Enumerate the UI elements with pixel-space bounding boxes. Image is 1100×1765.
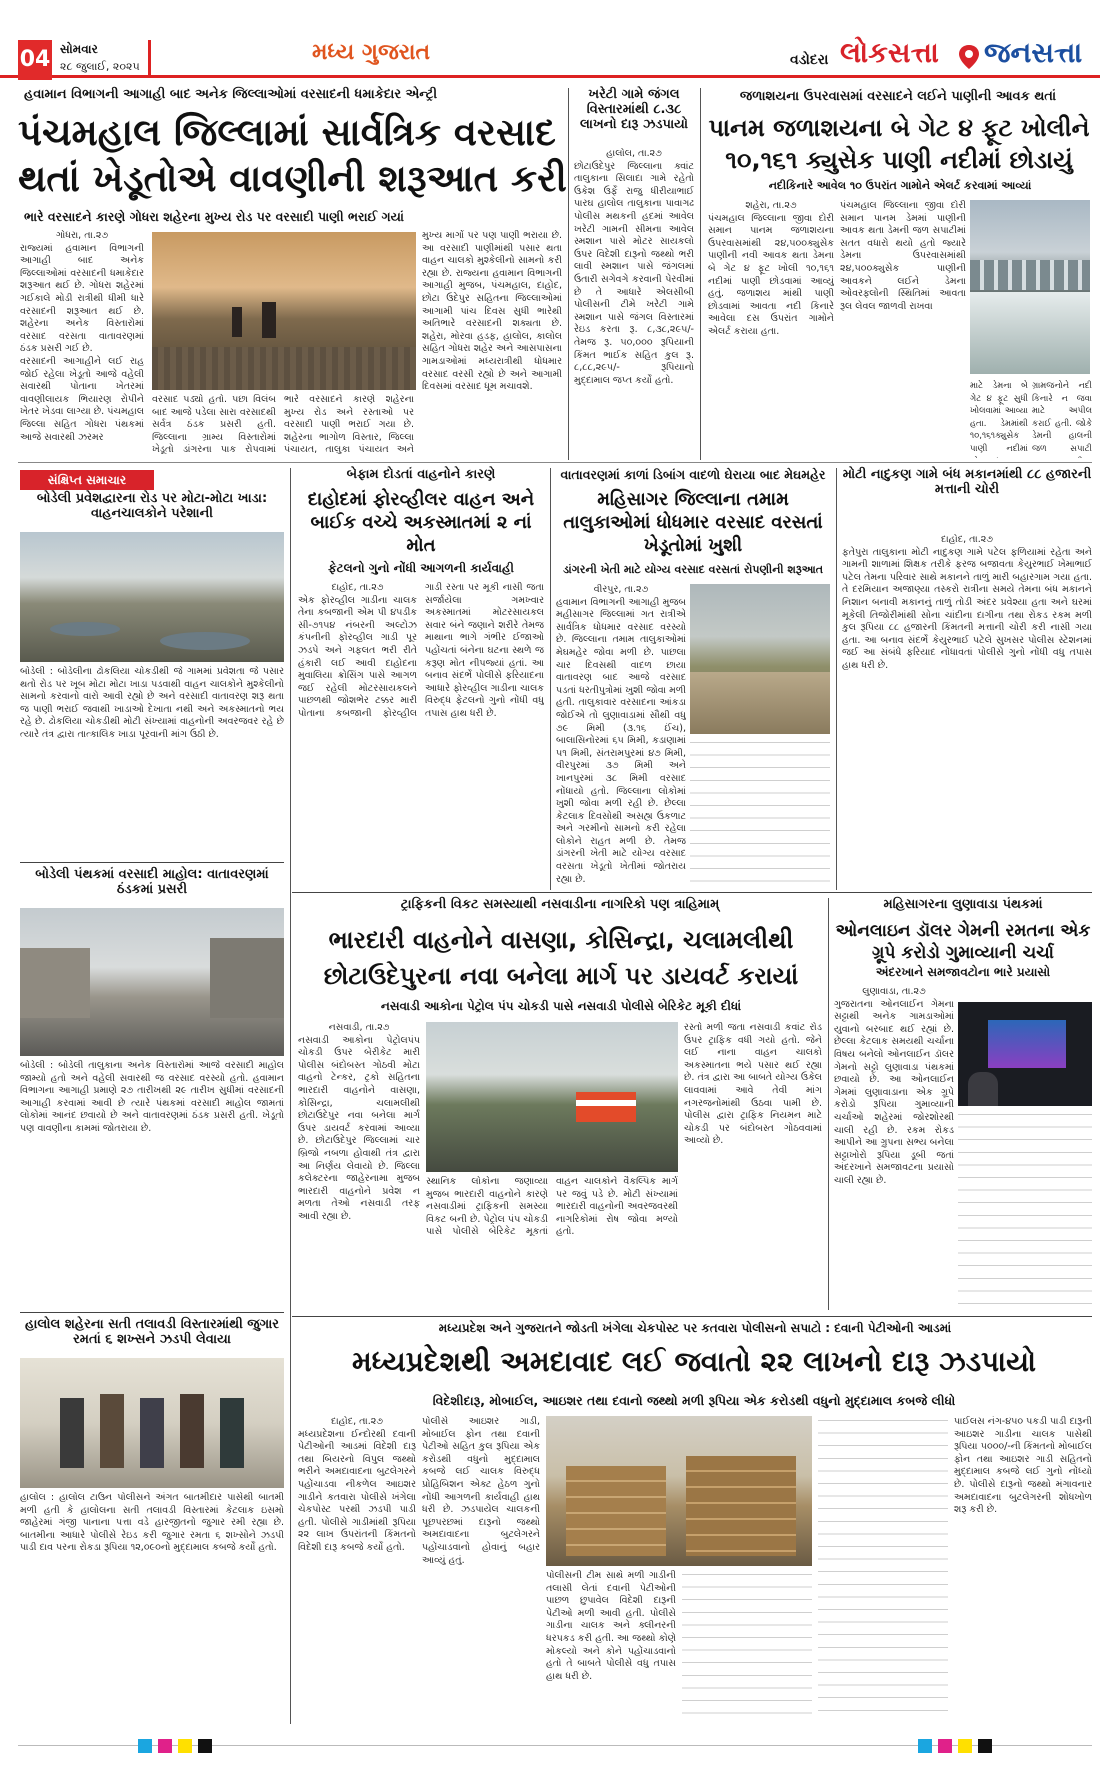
page-number: 04: [18, 40, 52, 80]
story7-col1: [298, 1022, 420, 1310]
brief1-text: બોડેલી : બોડેલીના ઢોકલિયા ચોકડીથી જે ગામમાં પ્રવેશતા જે પસાર થતો રોડ પર ખૂબ મોટા મોટા ખાડા પડવાથી વાહન ચાલકોને મુશ્કેલીનો સામનો કરવાનો વારો આવી રહ્યો છે અને વરસાદી વાતાવરણ શરૂ થતા જ પાણી ભરાઈ જવાથી ખાડાઓ દેખાતા નથી અને અકસ્માતનો ભય રહે છે. ઢોકલિયા ચોકડીથી મોટી સંખ્યામાં વાહનોની અવરજવર રહે છે ત્યારે તંત્ર દ્વારા તાત્કાલિક ખાડા પૂરવાની માંગ ઉઠી છે.: [20, 666, 284, 740]
story1-lead: રાજ્યમાં હવામાન વિભાગની આગાહી બાદ અનેક જિલ્લાઓમાં વરસાદની ધમાકેદાર શરૂઆત થઈ છે. ગોધરા શહેરમાં ગઈકાલે મોડી રાત્રીથી ધીમી ધારે વરસાદની શરૂઆત થઈ છે. શહેરના અનેક વિસ્તારોમાં વરસાદ વરસતા વાતાવરણમાં ઠંડક પ્રસરી ગઈ છે.: [20, 242, 144, 355]
color-swatch-2: [158, 1739, 172, 1753]
color-swatch-1: [138, 1739, 152, 1753]
story7-subhead: નસવાડી આકોના પેટ્રોલ પંપ ચોકડી પાસે નસવાડી પોલીસે બેરિકેટ મૂકી દીધાં: [380, 999, 742, 1013]
story1-farm-photo: [152, 232, 416, 390]
section-title: મધ્ય ગુજરાત: [312, 40, 431, 65]
story7-kicker: ટ્રાફિકની વિકટ સમસ્યાથી નસવાડીના નાગરિકો પણ ત્રાહિમામ્: [400, 897, 720, 912]
story1-kicker: હવામાન વિભાગની આગાહી બાદ અનેક જિલ્લાઓમાં વરસાદની ધમાકેદાર એન્ટ્રી: [24, 87, 438, 102]
story7-dateline: નસવાડી, તા.૨૭: [328, 1022, 390, 1033]
story8-body-cont: [958, 1110, 1092, 1310]
story8-text: ગુજરાતના ઓનલાઈન ગેમના સટ્ટાથી અનેક ગામડાઓમાં યુવાનો બરબાદ થઈ રહ્યાં છે. છેલ્લા કેટલાક સમયથી ચર્ચાના વિષય બનેલો ઓનલાઈન ડૉલર ગેમનો સટ્ટો લુણાવાડા પંથકમાં છવાયો છે. આ ઓનલાઈન ગેમમાં લુણાવાડાના એક ગ્રૂપે કરોડો રૂપિયા ગુમાવ્યાની ચર્ચાઓ શહેરમાં જોરશોરથી ચાલી રહી છે. રકમ રોકડ આપીને આ ગ્રુપના સભ્ય બનેલા સટ્ટાખોરો રૂપિયા ડૂબી જતાં અંદરખાને સમજાવટના પ્રયાસો ચાલી રહ્યા છે.: [834, 998, 954, 1186]
brand-logo-right: જનસત્તા: [984, 36, 1083, 69]
brief2-headline: બોડેલી પંથકમાં વરસાદી માહોલ: વાતાવરણમાં ઠંડકમાં પ્રસરી: [35, 867, 269, 897]
footer-bar: [18, 1738, 1092, 1754]
story1-headline-line2: થતાં ખેડૂતોએ વાવણીની શરૂઆત કરી: [18, 157, 567, 200]
story9-text1: મધ્યપ્રદેશના ઈન્દોરથી દવાની પેટીઓની આડમાં વિદેશી દારૂ તથા બિયરનો વિપુલ જથ્થો ભરીને અમદાવાદના બુટલેગરને પહોંચાડવા નીકળેલ આઇશર ગાડીને કતવારા પોલીસે ખંગેલા ચેકપોસ્ટ પરથી ઝડપી પાડી હતી. પોલીસે ગાડીમાંથી રૂપિયા ૨૨ લાખ ઉપરાંતની કિંમતનો વિદેશી દારૂ કબજે કર્યો હતો.: [298, 1428, 416, 1553]
story3-headline: [704, 112, 1094, 176]
masthead: [0, 0, 1100, 78]
story1-col4: મુખ્ય માર્ગો પર પણ પાણી ભરાયા છે. આ વરસાદી પાણીમાંથી પસાર થતા વાહન ચાલકો મુશ્કેલીનો સામનો કરી રહ્યા છે. રાજ્યના હવામાન વિભાગની આગાહી મુજબ, પંચમહાલ, દાહોદ, છોટા ઉદેપુર સહિતના જિલ્લાઓમાં આગામી પાંચ દિવસ સુધી ભારેથી અતિભારે વરસાદની શક્યતા છે. શહેરા, મોરવા હડફ, હાલોલ, કાલોલ સહિત ગોધરા શહેર અને આસપાસના ગામડાઓમાં મધ્યરાત્રીથી ધોધમાર વરસાદ વરસી રહ્યો છે અને આગામી દિવસમાં વરસાદ ધૂમ મચાવશે.: [422, 230, 562, 393]
story3-col4: ગ્રામજનોને નદી કિનારે ન જવા માટે અપીલ કરાઈ હતી. જોકે ડેમની હાલની જળ સપાટી: [1032, 381, 1092, 454]
story9-col5: પાઈલસ નંગ-૪૫૦ પકડી પાડી દારૂની આઇશર ગાડીના ચાલક પાસેથી રૂપિયા ૫૦૦૦/-ની કિંમતનો મોબાઈલ ફોન તથા આઇશર ગાડી સહિતનો મુદ્દામાલ કબજે લઈ ગુનો નોંધ્યો છે. પોલીસે દારૂનો જથ્થો મંગાવનાર અમદાવાદના બુટલેગરની શોધખોળ શરૂ કરી છે.: [954, 1416, 1092, 1516]
rainy-street-photo: [20, 908, 284, 1056]
brief3-text: હાલોલ : હાલોલ ટાઉન પોલીસને અંગત બાતમીદાર પાસેથી બાતમી મળી હતી કે હાલોલના સતી તલાવડી વિસ્તારમાં કેટલાક ઇસમો જાહેરમાં ગંજી પાનાના પત્તા વડે હારજીતનો જુગાર રમી રહ્યા છે. બાતમીના આધારે પોલીસે રેઇડ કરી જુગાર રમતા ૬ શખ્સોને ઝડપી પાડી દાવ પરના રોકડા રૂપિયા ૧૨,૦૯૦નો મુદ્દામાલ કબજે કર્યો હતો.: [20, 1492, 284, 1554]
story1-col3: ભારે વરસાદને કારણે શહેરના મુખ્ય રોડ અને રસ્તાઓ પર વરસાદી પાણી ભરાઈ ગયા છે. શહેરના ભાગોળ વિસ્તાર, જિલ્લા પંચાયત, તાલુકા પંચાયત અને: [284, 394, 414, 456]
story2-dateline: હાલોલ, તા.૨૭: [606, 148, 662, 159]
masthead-day: સોમવાર: [60, 42, 98, 56]
color-swatch-4: [198, 1739, 212, 1753]
story5-text: હવામાન વિભાગની આગાહી મુજબ મહીસાગર જિલ્લામાં ગત રાત્રીએ સાર્વત્રિક ધોધમાર વરસાદ વરસ્યો છે. જિલ્લાના તમામ તાલુકાઓમાં મેઘમહેર જોવા મળી છે. પાછલા ચાર દિવસથી વાદળ છાયા વાતાવરણ બાદ આજે વરસાદ પડતાં ધરતીપુત્રોમાં ખુશી જોવા મળી હતી. તાલુકાવાર વરસાદના આંકડા જોઈએ તો લુણાવાડામાં સૌથી વધુ ૭૯ મિમી (૩.૧૬ ઈંચ), બાલાસિનોરમાં ૬૫ મિમી, કડાણામાં ૫૧ મિમી, સંતરામપુરમાં ૪૭ મિમી, વીરપુરમાં ૩૭ મિમી અને ખાનપુરમાં ૩૮ મિમી વરસાદ નોંધાયો હતો. જિલ્લાના લોકોમાં ખુશી જોવા મળી રહી છે. છેલ્લા કેટલાક દિવસોથી અસહ્ય ઉકળાટ અને ગરમીનો સામનો કરી રહેલા લોકોને રાહત મળી છે. તેમજ ડાંગરની ખેતી માટે યોગ્ય વરસાદ વરસતા ખેડૂતો ખેતીમાં જોતરાય રહ્યા છે.: [556, 596, 686, 885]
story2-body: [574, 148, 694, 456]
story2-text: છોટાઉદેપુર જિલ્લાના ક્વાંટ તાલુકાના સિલાદા ગામે રહેતો ઉકેશ ઉર્ફે રાજુ ધીરીયાભાઈ પારઘ હાલોલ તાલુકાના પાવાગઢ પોલીસ મથકની હદમાં આવેલ ખરેટી ગામની સીમના આવેલ સ્મશાન પાસે મોટર સાયકલો ઉપર વિદેશી દારૂનો જથ્થો ભરી લાવી સ્મશાન પાસે જંગલમાં ઉતારી સગેવગે કરવાની પેરવીમાં છે તે આધારે એલસીબી પોલીસની ટીમે ખરેટી ગામે સ્મશાન પાસે જંગલ વિસ્તારમાં રેઇડ કરતા રૂ. ૮,૩૮,૨૯૫/- તેમજ રૂ. ૫૦,૦૦૦ રૂપિયાની કિંમત ભાઈક સહિત કુલ રૂ. ૮,૮૮,૨૯૫/- રૂપિયાનો મુદ્દામાલ જપ્ત કર્યો હતો.: [574, 160, 694, 386]
seized-liquor-photo: [546, 1416, 812, 1566]
story6-headline: મોટી નાદુકણ ગામે બંધ મકાનમાંથી ૮૮ હજારની મત્તાની ચોરી: [842, 467, 1092, 497]
story3-text1: પંચમહાલ જિલ્લાના જીવા દોરી સમાન પાનમ જળાશયના ઉપરવાસમાંથી ૨૪,૫૦૦ક્યુસેક પાણીની નવી આવક થતા ડેમના બે ગેટ ૪ ફૂટ ખોલી ૧૦,૧૬૧ નદીમાં પાણી છોડવામાં આવ્યું હતું. જળાશય માંથી પાણી છોડવામાં આવતા નદી કિનારે આવેલા દસ ઉપરાંત ગામોને એલર્ટ કરાયા હતા.: [708, 212, 834, 337]
story5-body-cont: [690, 738, 830, 888]
story4-headline: દાહોદમાં ફોરવ્હીલર વાહન અને બાઈક વચ્ચે અકસ્માતમાં ૨ નાં મોત: [307, 489, 535, 556]
story3-col3: માટે ડેમના બે ગેટ ૪ ફૂટ સુધી ખોલવામાં આવ્યા હતા. ડેમમાંથી ૧૦,૧૬૧ક્યુસેક પાણી નદીમાં: [970, 381, 1028, 454]
story4-text: એક ફોરવ્હીલ ગાડીના ચાલક તેના કબજાની એમ પી ૪૫ડીક સી-૭૧૫૪ નંબરની અલ્ટોઝ કંપનીની ફોરવ્હીલ ગાડી પૂર ઝડપે અને ગફલત ભરી રીતે હંકારી લઈ આવી દાહોદના મુવાલિયા ક્રોસિંગ પાસે આગળ જઈ રહેલી મોટરસાયકલને પાછળથી જોશભેર ટક્કર મારી પોતાના કબજાની ફોરવ્હીલ ગાડી રસ્તા પર મૂકી નાસી જતા સર્જાયેલા ગમખ્વાર અકસ્માતમાં મોટરસાયકલ સવાર બંને જણાને શરીરે તેમજ માથાના ભાગે ગંભીર ઈજાઓ પહોંચતાં બંનેના ઘટના સ્થળે જ કરૂણ મોત નીપજ્યાં હતાં. આ બનાવ સંદર્ભે પોલીસે ફરિયાદના આધારે ફોરવ્હીલ ગાડીના ચાલક વિરુદ્ધ ફેટલનો ગુનો નોંધી વધુ તપાસ હાથ ધરી છે.: [298, 582, 544, 719]
story1-headline-line1: પંચમહાલ જિલ્લામાં સાર્વત્રિક વરસાદ: [18, 111, 556, 154]
story7-headline-line1: ભારદારી વાહનોને વાસણા, કોસિન્દ્રા, ચલામલીથી: [328, 926, 794, 954]
story9-col3: પોલીસની ટીમ સાથે મળી ગાડીની તલાસી લેતાં દવાની પેટીઓની પાછળ છુપાવેલ વિદેશી દારૂની પેટીઓ મળી આવી હતી. પોલીસે ગાડીના ચાલક અને ક્લીનરની ધરપકડ કરી હતી. આ જથ્થો કોણે મોકલ્યો અને કોને પહોંચાડવાનો હતો તે બાબતે પોલીસે વધુ તપાસ હાથ ધરી છે.: [546, 1570, 676, 1682]
story1-dateline: ગોધરા, તા.૨૭: [55, 230, 109, 241]
masthead-date: ૨૮ જુલાઈ, ૨૦૨૫: [60, 60, 140, 73]
story1-col2: વરસાદ પડ્યો હતો. પછા વિલંબ બાદ આજે પડેલા સારા વરસાદથી સર્વત્ર ઠંડક પ્રસરી હતી. જિલ્લાના ગ્રામ્ય વિસ્તારોમાં ખેડૂતો ડાંગરના પાક રોપવામાં: [152, 394, 276, 456]
story3-col2: પંચમહાલ જિલ્લાના જીવા દોરી સમાન પાનમ ડેમમાં પાણીની આવક થતા ડેમની જળ સપાટીમાં સતત વધારો થયો હતો જ્યારે ડેમના ઉપરવાસમાંથી ૨૪,૫૦૦ક્યુસેક પાણીની આવકને લઈને ડેમના ઓવરફ્લોની સ્થિતિમાં આવતા રૂલ લેવલ જાળવી રાખવા: [840, 200, 966, 312]
brand-logo-left: લોકસત્તા: [840, 36, 939, 69]
story1-headline: [18, 110, 566, 202]
story9-kicker: મધ્યપ્રદેશ અને ગુજરાતને જોડતી ખંગેલા ચેકપોસ્ટ પર કતવારા પોલીસનો સપાટો : દવાની પેટીઓની આડમાં: [438, 1321, 952, 1335]
color-swatch-8: [978, 1739, 992, 1753]
edition-city: વડોદરા: [790, 52, 829, 68]
brief3-headline: હાલોલ શહેરના સતી તલાવડી વિસ્તારમાંથી જુગાર રમતાં ૬ શખ્સને ઝડપી લેવાયા: [24, 1317, 280, 1347]
story3-col1: [708, 200, 834, 458]
story6-text: ફતેપુરા તાલુકાના મોટી નાદુકણ ગામે પટેલ ફળિયામાં રહેતા અને ગામની શાળામાં શિક્ષક તરીકે ફરજ બજાવતા કેયુરભાઈ ખેમાભાઈ પટેલ તેમના પરિવાર સાથે મકાનને તાળું મારી બહારગામ ગયા હતા. તે દરમિયાન અજાણ્યા તસ્કરો રાત્રીના સમયે તેમના બંધ મકાનને નિશાન બનાવી મકાનનું તાળું તોડી અંદર પ્રવેશ્યા હતા અને ઘરમાં મૂકેલી તિજોરીમાંથી સોના ચાંદીના દાગીના તથા રોકડ રકમ મળી કુલ રૂપિયા ૮૮ હજારની કિંમતની મત્તાની ચોરી કરી નાસી ગયા હતા. આ બનાવ સંદર્ભે કેયુરભાઈ પટેલે સુખસર પોલીસ સ્ટેશનમાં જઈ આ સંબંધે ફરિયાદ નોંધાવતાં પોલીસે ગુનો નોંધી વધુ તપાસ હાથ ધરી છે.: [842, 546, 1092, 671]
story8-body: [834, 986, 954, 1310]
story3-headline-line1: પાનમ જળાશયના બે ગેટ ૪ ફૂટ ખોલીને: [708, 114, 1090, 142]
story4-subhead: ફેટલનો ગુનો નોંધી આગળની કાર્યવાહી: [328, 561, 514, 575]
story3-kicker: જળાશયના ઉપરવાસમાં વરસાદને લઈને પાણીની આવક થતાં: [739, 89, 1057, 104]
color-swatch-6: [938, 1739, 952, 1753]
story1-col1: [20, 230, 144, 456]
story3-subhead: નદીકિનારે આવેલ ૧૦ ઉપરાંત ગામોને એલર્ટ કરવામાં આવ્યાં: [768, 179, 1032, 192]
story7-headline-line2: છોટાઉદેપુરના નવા બનેલા માર્ગ પર ડાયવર્ટ કરાયાં: [323, 962, 799, 990]
story5-kicker: વાતાવરણમાં કાળાં ડિબાંગ વાદળો ઘેરાયા બાદ મેઘમહેર: [560, 467, 826, 482]
story9-col1: [298, 1416, 416, 1722]
story1-subhead: ભારે વરસાદને કારણે ગોધરા શહેરના મુખ્ય રોડ પર વરસાદી પાણી ભરાઈ ગયાં: [24, 209, 404, 224]
story8-kicker: મહિસાગરના લુણાવાડા પંથકમાં: [883, 897, 1043, 912]
story7-col2: સ્થાનિક લોકોના જણાવ્યા મુજબ ભારદારી વાહનોને કારણે નસવાડીમાં ટ્રાફિકની સમસ્યા વિકટ બની છે. પેટ્રોલ પંપ ચોકડી પાસે પોલીસે બેરિકેટ મૂકતાં વાહન ચાલકોને વૈકલ્પિક માર્ગ પર જવું પડે છે. મોટી સંખ્યામાં ભારદારી વાહનોની અવરજવરથી નાગરિકોમાં રોષ જોવા મળ્યો હતો.: [426, 1176, 678, 1238]
color-swatch-7: [958, 1739, 972, 1753]
story4-body: [298, 582, 544, 888]
story5-subhead: ડાંગરની ખેતી માટે યોગ્ય વરસાદ વરસતાં રોપણીની શરૂઆત: [563, 563, 823, 576]
brief2-text: બોડેલી : બોડેલી તાલુકાના અનેક વિસ્તારોમાં આજે વરસાદી માહોલ જામ્યો હતો અને વહેલી સવારથી જ વરસાદ વરસ્યો હતો. હવામાન વિભાગના આગાહી પ્રમાણે ૨૭ તારીખથી ૨૯ તારીખ સુધીમાં વરસાદની આગાહી કરવામાં આવી છે ત્યારે પંથકમાં વરસાદી માહોલ જામતાં લોકોમાં આનંદ છવાયો છે અને વાતાવરણમાં ઠંડક પ્રસરી હતી. ખેડૂતો પણ વાવણીના કામમાં જોતરાયા છે.: [20, 1060, 284, 1134]
potholes-photo: [20, 532, 284, 662]
story5-headline: મહિસાગર જિલ્લાના તમામ તાલુકાઓમાં ધોધમાર વરસાદ વરસતાં ખેડૂતોમાં ખુશી: [563, 489, 823, 556]
masthead-divider: [148, 40, 151, 76]
story1-para2: વરસાદની આગાહીને લઈ રાહ જોઈ રહેલા ખેડૂતો આજે વહેલી સવારથી પોતાના ખેતરમાં વાવણીલાયક ભિયારણ રોપીને ખેતર ખેડવા લાગ્યા છે. પંચમહાલ જિલ્લા સહિત ગોધરા પંથકમાં આજે સવારથી ઝરમર: [20, 355, 144, 443]
color-swatch-3: [178, 1739, 192, 1753]
story9-dateline: દાહોદ, તા.૨૭: [331, 1416, 383, 1427]
story8-subhead: અંદરખાને સમજાવટોના ભારે પ્રયાસો: [875, 965, 1051, 979]
flood-road-photo: [690, 584, 830, 734]
story4-kicker: બેફામ દોડતાં વાહનોને કારણે: [346, 467, 496, 482]
story3-dateline: શહેરા, તા.૨૭: [745, 200, 797, 211]
story9-subhead: વિદેશીદારૂ, મોબાઈલ, આઇશર તથા દવાનો જથ્થો મળી રૂપિયા એક કરોડથી વધુનો મુદ્દામાલ કબજે લીધો: [432, 1393, 956, 1408]
barricade-road-photo: [426, 1022, 678, 1172]
story5-body: [556, 584, 686, 888]
story7-text1: નસવાડી આકોના પેટ્રોલપંપ ચોકડી ઉપર બેરીકેટ મારી પોલીસ બંદોબસ્ત ગોઠવી મોટા વાહનો ટેન્કર, ટ્રકો સહિતના ભારદારી વાહનોને વાસણા, કોસિન્દ્રા, ચલામલીથી છોટાઉદેપુર નવા બનેલા માર્ગ ઉપર ડાયવર્ટ કરવામાં આવ્યા છે. છોટાઉદેપુર જિલ્લામાં ચાર બ્રિજો નબળા હોવાથી તંત્ર દ્વારા આ નિર્ણય લેવાયો છે. જિલ્લા કલેક્ટરના જાહેરનામા મુજબ ભારદારી વાહનોને પ્રવેશ ન મળતા તેઓ નસવાડી તરફ આવી રહ્યા છે.: [298, 1034, 420, 1222]
dam-gates-photo: [970, 200, 1090, 374]
story7-col3: રસ્તો મળી જતા નસવાડી કવાંટ રોડ ઉપર ટ્રાફિક વધી ગયો હતો. જેને લઈ નાના વાહન ચાલકો અકસ્માતના ભયે પસાર થઈ રહ્યા છે. તંત્ર દ્વારા આ બાબતે યોગ્ય ઉકેલ લાવવામાં આવે તેવી માંગ નગરજનોમાંથી ઉઠવા પામી છે. પોલીસ દ્વારા ટ્રાફિક નિયમન માટે ચોકડી પર બંદોબસ્ત ગોઠવવામાં આવ્યો છે.: [684, 1022, 822, 1147]
gamblers-photo: [20, 1358, 284, 1488]
story9-headline: મધ્યપ્રદેશથી અમદાવાદ લઈ જવાતો ૨૨ લાખનો દારૂ ઝડપાયો: [351, 1345, 1037, 1378]
story7-headline: [296, 922, 826, 994]
story6-dateline: દાહોદ, તા.૨૭: [941, 534, 993, 545]
story6-body: [842, 534, 1092, 888]
story8-headline: ઓનલાઇન ડૉલર ગેમની રમતના એક ગ્રૂપે કરોડો ગુમાવ્યાની ચર્ચા: [835, 921, 1091, 963]
story5-dateline: વીરપુર, તા.૨૭: [593, 584, 649, 595]
color-swatch-5: [918, 1739, 932, 1753]
brief1-headline: બોડેલી પ્રવેશદ્વારના રોડ પર મોટા-મોટા ખાડા: વાહનચાલકોને પરેશાની: [36, 491, 268, 521]
story8-dateline: લુણાવાડા, તા.૨૭: [862, 986, 926, 997]
map-pin-icon: [958, 44, 980, 70]
online-game-photo: [958, 1002, 1092, 1106]
brief-label: સંક્ષિપ્ત સમાચાર: [20, 470, 154, 490]
story9-col3b: [682, 1570, 812, 1722]
story2-headline: ખરેટી ગામે જંગલ વિસ્તારમાંથી ૮.૩૮ લાખનો દારૂ ઝડપાયો: [579, 87, 689, 132]
story9-col4: [818, 1416, 948, 1722]
story4-dateline: દાહોદ, તા.૨૭: [331, 582, 384, 593]
story3-headline-line2: ૧૦,૧૬૧ ક્યુસેક પાણી નદીમાં છોડાયું: [725, 146, 1073, 174]
story9-col2: પોલીસે આઇશર ગાડી, મોબાઈલ ફોન તથા દવાની પેટીઓ સહિત કુલ રૂપિયા એક કરોડથી વધુનો મુદ્દામાલ કબજે લઈ ચાલક વિરુદ્ધ પ્રોહિબિશન એક્ટ હેઠળ ગુનો નોંધી આગળની કાર્યવાહી હાથ ધરી છે. ઝડપાયેલ ચાલકની પૂછપરછમાં દારૂનો જથ્થો અમદાવાદના બુટલેગરને પહોંચાડવાનો હોવાનું બહાર આવ્યું હતું.: [422, 1416, 540, 1566]
